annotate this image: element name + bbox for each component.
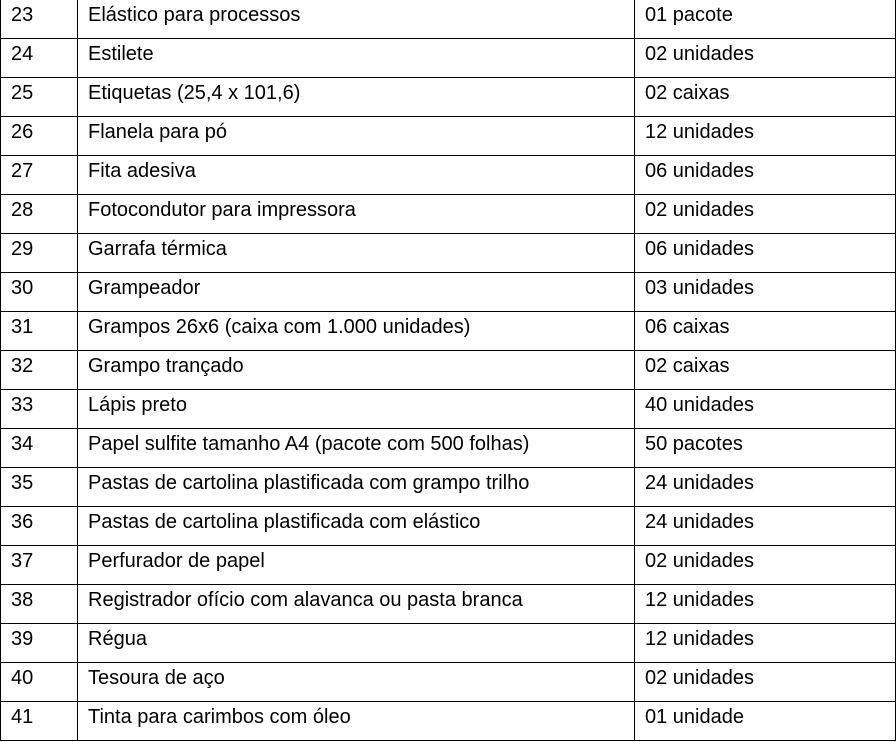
item-number: 29	[1, 234, 78, 273]
item-number: 23	[1, 0, 78, 39]
item-quantity: 02 caixas	[635, 351, 896, 390]
item-number: 24	[1, 39, 78, 78]
item-quantity: 12 unidades	[635, 624, 896, 663]
table-row	[1, 78, 896, 117]
item-description: Elástico para processos	[78, 0, 635, 39]
item-quantity: 02 unidades	[635, 663, 896, 702]
item-description: Registrador ofício com alavanca ou pasta branca	[78, 585, 635, 624]
item-description: Grampo trançado	[78, 351, 635, 390]
item-number: 40	[1, 663, 78, 702]
item-quantity: 06 caixas	[635, 312, 896, 351]
item-quantity: 50 pacotes	[635, 429, 896, 468]
item-quantity: 06 unidades	[635, 234, 896, 273]
item-number: 38	[1, 585, 78, 624]
item-number: 33	[1, 390, 78, 429]
item-description: Fotocondutor para impressora	[78, 195, 635, 234]
item-description: Flanela para pó	[78, 117, 635, 156]
item-number: 30	[1, 273, 78, 312]
item-number: 32	[1, 351, 78, 390]
item-number: 27	[1, 156, 78, 195]
item-number: 26	[1, 117, 78, 156]
item-quantity: 01 unidade	[635, 702, 896, 741]
table-row	[1, 663, 896, 702]
item-description: Lápis preto	[78, 390, 635, 429]
item-description: Pastas de cartolina plastificada com grampo trilho	[78, 468, 635, 507]
item-description: Estilete	[78, 39, 635, 78]
item-description: Régua	[78, 624, 635, 663]
item-quantity: 06 unidades	[635, 156, 896, 195]
item-number: 25	[1, 78, 78, 117]
item-number: 28	[1, 195, 78, 234]
table-row	[1, 234, 896, 273]
item-quantity: 24 unidades	[635, 507, 896, 546]
table-row	[1, 390, 896, 429]
item-quantity: 40 unidades	[635, 390, 896, 429]
table-row	[1, 273, 896, 312]
table-row	[1, 546, 896, 585]
table-row	[1, 117, 896, 156]
supply-list-body	[1, 0, 896, 741]
item-number: 37	[1, 546, 78, 585]
item-number: 41	[1, 702, 78, 741]
item-number: 34	[1, 429, 78, 468]
item-description: Etiquetas (25,4 x 101,6)	[78, 78, 635, 117]
item-description: Fita adesiva	[78, 156, 635, 195]
table-row	[1, 585, 896, 624]
item-quantity: 03 unidades	[635, 273, 896, 312]
item-description: Tinta para carimbos com óleo	[78, 702, 635, 741]
table-row	[1, 351, 896, 390]
item-quantity: 24 unidades	[635, 468, 896, 507]
item-number: 36	[1, 507, 78, 546]
item-description: Grampeador	[78, 273, 635, 312]
item-description: Grampos 26x6 (caixa com 1.000 unidades)	[78, 312, 635, 351]
item-description: Garrafa térmica	[78, 234, 635, 273]
item-quantity: 12 unidades	[635, 585, 896, 624]
item-number: 35	[1, 468, 78, 507]
item-quantity: 02 caixas	[635, 78, 896, 117]
table-row	[1, 429, 896, 468]
item-quantity: 12 unidades	[635, 117, 896, 156]
item-quantity: 01 pacote	[635, 0, 896, 39]
item-quantity: 02 unidades	[635, 195, 896, 234]
table-row	[1, 507, 896, 546]
table-row	[1, 468, 896, 507]
table-row	[1, 156, 896, 195]
table-row	[1, 624, 896, 663]
item-number: 31	[1, 312, 78, 351]
item-description: Tesoura de aço	[78, 663, 635, 702]
table-row	[1, 312, 896, 351]
item-quantity: 02 unidades	[635, 546, 896, 585]
item-description: Perfurador de papel	[78, 546, 635, 585]
item-number: 39	[1, 624, 78, 663]
item-description: Papel sulfite tamanho A4 (pacote com 500 folhas)	[78, 429, 635, 468]
item-quantity: 02 unidades	[635, 39, 896, 78]
table-row	[1, 0, 896, 39]
table-row	[1, 702, 896, 741]
table-row	[1, 195, 896, 234]
table-row	[1, 39, 896, 78]
item-description: Pastas de cartolina plastificada com elástico	[78, 507, 635, 546]
